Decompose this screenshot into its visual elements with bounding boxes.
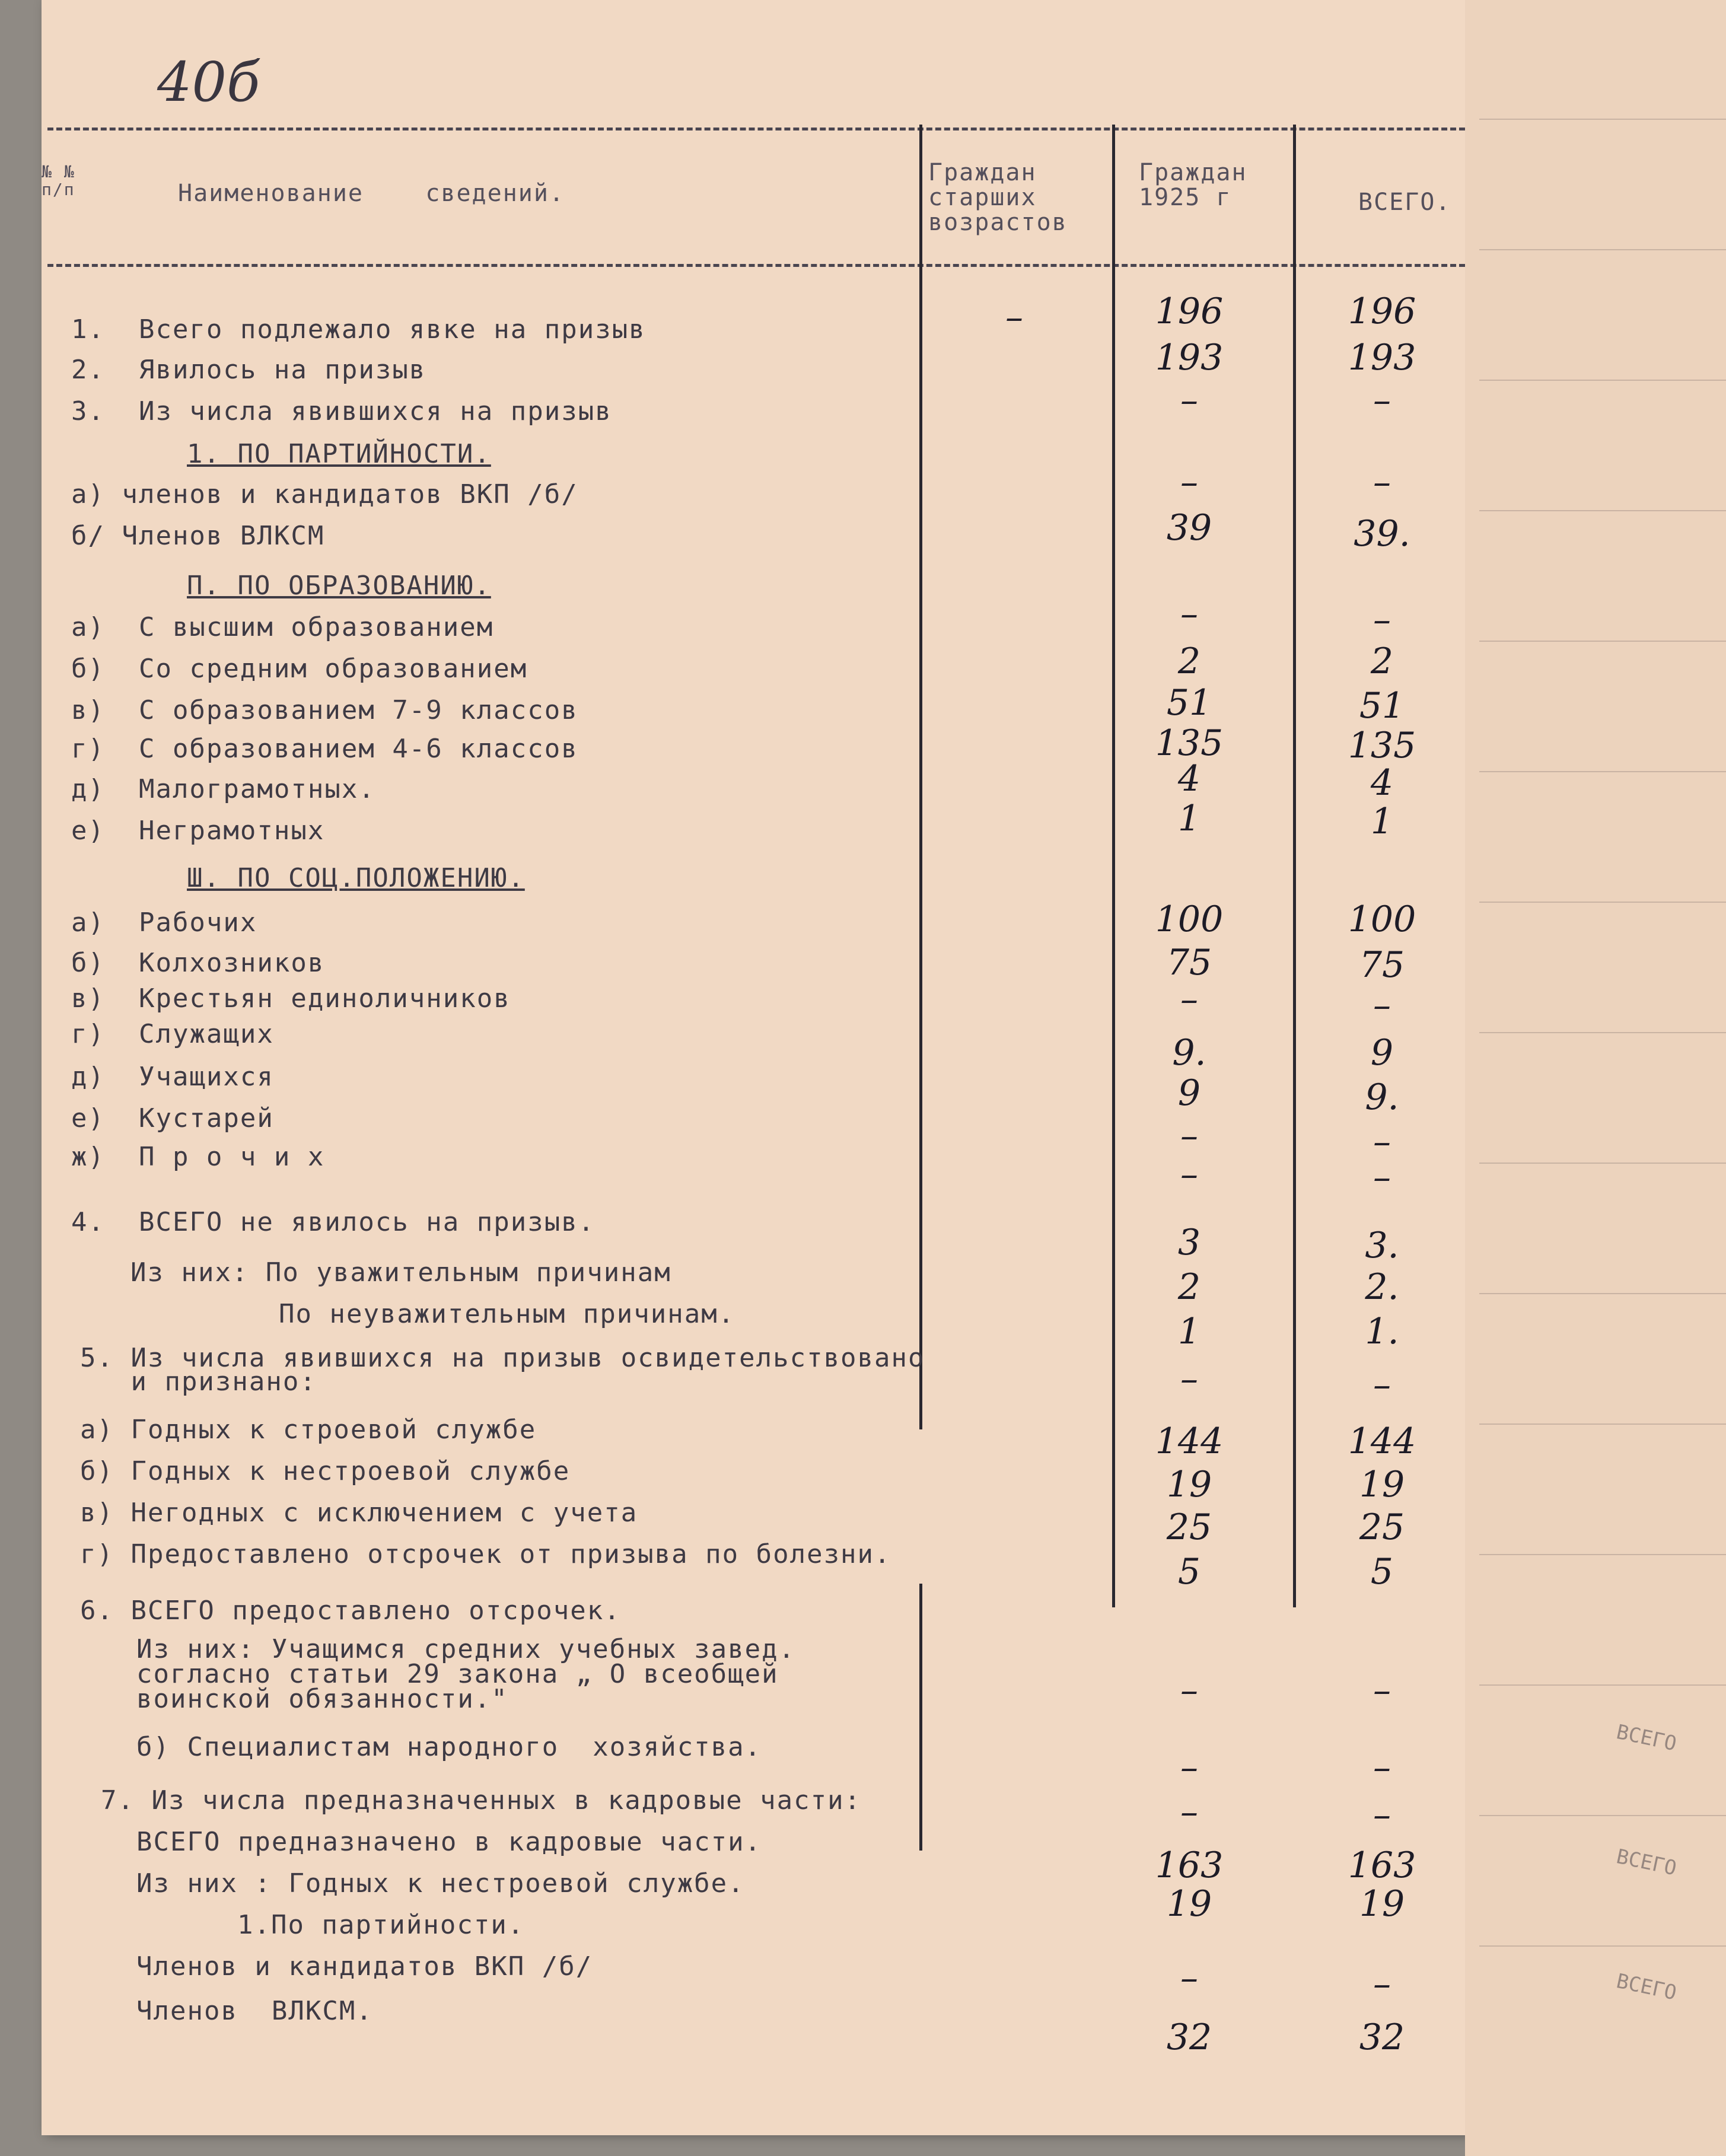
facing-text: ВСЕГО [1614,1845,1679,1881]
header-col2-label: Граждан 1925 г [1139,159,1247,211]
table-cell-col2: 2 [1177,1266,1201,1308]
table-cell-col3: 51 [1359,685,1405,727]
table-row-text: в) Крестьян единоличников [71,983,511,1014]
header-rule-bottom [47,264,1465,267]
table-cell-col2: 51 [1166,682,1212,724]
table-cell-col2: 39 [1166,507,1212,549]
table-row-text: а) членов и кандидатов ВКП /б/ [71,479,578,509]
table-row-text: Из них: Учащимся средних учебных завед. согласно статьи 29 закона „ О всеобщей воинской обязанности." [136,1634,796,1714]
ruled-line [1479,1554,1726,1555]
table-cell-col3: 19 [1359,1464,1405,1505]
facing-page [1465,0,1726,2156]
table-cell-col2: – [1180,1791,1198,1833]
table-cell-col3: – [1373,1121,1391,1163]
ruled-line [1479,902,1726,903]
table-row-text: в) С образованием 7-9 классов [71,695,578,725]
table-row-text: ж) П р о ч и х [71,1142,325,1172]
header-name-label: Наименование сведений. [178,180,565,207]
ruled-line [1479,1293,1726,1294]
table-cell-col2: – [1180,380,1198,421]
table-cell-col3: – [1373,1157,1391,1198]
table-cell-col2: 163 [1155,1845,1224,1886]
table-cell-col3: 1. [1365,1311,1399,1352]
table-row-text: 6. ВСЕГО предоставлено отсрочек. [80,1595,621,1626]
table-row-text: Членов и кандидатов ВКП /б/ [136,1951,593,1982]
table-cell-col3: 100 [1348,899,1416,940]
table-row-text: 7. Из числа предназначенных в кадровые части: [101,1785,862,1816]
table-row-text: 1.По партийности. [237,1910,525,1940]
table-cell-col3: 135 [1348,725,1416,766]
table-cell-col2: 9 [1177,1072,1201,1114]
table-row-text: г) С образованием 4-6 классов [71,734,578,764]
table-cell-col3: 2. [1365,1266,1399,1308]
page-number: 40б [157,50,260,114]
table-row-text: Членов ВЛКСМ. [136,1996,373,2026]
table-row-text: е) Кустарей [71,1103,274,1133]
ruled-line [1479,119,1726,120]
table-cell-col3: 144 [1348,1421,1416,1462]
table-cell-col2: 1 [1177,1311,1201,1352]
table-row-text: д) Малограмотных. [71,774,375,804]
table-row-text: а) Рабочих [71,907,257,938]
table-cell-col3: 4 [1370,762,1394,804]
facing-text: ВСЕГО [1614,1720,1679,1756]
table-cell-col3: – [1373,1364,1391,1406]
table-cell-col3: 196 [1348,291,1416,332]
table-cell-col2: 135 [1155,722,1224,764]
ruled-line [1479,771,1726,772]
table-row-text: Из них : Годных к нестроевой службе. [136,1868,745,1899]
column-divider-3 [1293,125,1296,1607]
table-cell-col3: 19 [1359,1883,1405,1925]
table-cell-col2: 9. [1172,1032,1206,1074]
ruled-line [1479,641,1726,642]
ruled-line [1479,249,1726,250]
facing-text: ВСЕГО [1614,1969,1679,2005]
table-cell-col2: – [1180,1358,1198,1400]
table-row-text: По неуважительным причинам. [279,1299,735,1329]
table-row-text: г) Служащих [71,1019,274,1049]
table-cell-col3: – [1373,1747,1391,1788]
column-divider-1 [919,125,922,1429]
ruled-line [1479,1684,1726,1686]
table-cell-col3: 3. [1365,1225,1399,1266]
ruled-line [1479,1945,1726,1947]
table-row-text: а) Годных к строевой службе [80,1415,537,1445]
section-heading: П. ПО ОБРАЗОВАНИЮ. [187,571,491,601]
table-cell-col3: 5 [1370,1551,1394,1593]
table-cell-col2: 75 [1166,942,1212,983]
table-cell-col2: 100 [1155,899,1224,940]
ruled-line [1479,1815,1726,1816]
table-cell-col3: 39. [1354,513,1410,555]
table-cell-col3: 9 [1370,1032,1394,1074]
table-row-text: б) Специалистам народного хозяйства. [136,1732,762,1762]
table-cell-col2: – [1180,1115,1198,1157]
table-cell-col3: – [1373,380,1391,421]
ruled-line [1479,1423,1726,1425]
table-cell-col2: 25 [1166,1507,1212,1548]
table-row-text: ВСЕГО предназначено в кадровые части. [136,1827,762,1857]
table-cell-col2: 19 [1166,1464,1212,1505]
table-cell-col3: – [1373,985,1391,1026]
ruled-line [1479,1032,1726,1033]
table-row-text: 2. Явилось на призыв [71,355,426,385]
table-cell-col3: 1 [1370,801,1394,842]
table-cell-col3: 32 [1359,2017,1405,2058]
table-cell-col2: 5 [1177,1551,1201,1593]
table-cell-col1: – [1005,297,1023,338]
table-row-text: 1. Всего подлежало явке на призыв [71,314,646,345]
table-cell-col3: 9. [1365,1077,1399,1118]
table-cell-col2: 144 [1155,1421,1224,1462]
table-row-text: 3. Из числа явившихся на призыв [71,396,612,426]
table-cell-col3: 163 [1348,1845,1416,1886]
header-number-label: № № п/п [42,162,75,199]
table-row-text: а) С высшим образованием [71,612,494,642]
table-row-text: д) Учащихся [71,1062,274,1092]
table-row-text: б/ Членов ВЛКСМ [71,521,325,551]
table-cell-col3: 2 [1370,641,1394,682]
table-row-text: Из них: По уважительным причинам [130,1257,671,1288]
column-divider-2 [1112,125,1115,1607]
ruled-line [1479,510,1726,511]
table-cell-col3: – [1373,1963,1391,2005]
table-cell-col2: – [1180,1747,1198,1788]
table-cell-col2: 2 [1177,641,1201,682]
table-cell-col2: – [1180,1957,1198,1999]
table-cell-col2: – [1180,461,1198,503]
table-cell-col2: 196 [1155,291,1224,332]
section-heading: 1. ПО ПАРТИЙНОСТИ. [187,439,491,469]
ruled-line [1479,1163,1726,1164]
table-cell-col2: – [1180,1670,1198,1711]
column-divider-1b [919,1584,922,1851]
table-cell-col3: – [1373,1670,1391,1711]
table-row-text: б) Колхозников [71,948,325,978]
table-cell-col2: 193 [1155,337,1224,378]
table-row-text: б) Со средним образованием [71,654,528,684]
table-cell-col3: 193 [1348,337,1416,378]
table-row-text: е) Неграмотных [71,816,325,846]
table-cell-col2: – [1180,593,1198,635]
table-row-text: в) Негодных с исключением с учета [80,1498,638,1528]
header-rule-top [47,128,1465,130]
section-heading: Ш. ПО СОЦ.ПОЛОЖЕНИЮ. [187,863,525,893]
table-cell-col3: – [1373,1794,1391,1836]
header-col3-label: ВСЕГО. [1358,189,1451,216]
table-cell-col2: 3 [1177,1222,1201,1263]
header-col1-label: Граждан старших возрастов [928,159,1068,236]
table-cell-col3: – [1373,461,1391,503]
table-cell-col3: 25 [1359,1507,1405,1548]
ruled-line [1479,380,1726,381]
table-cell-col2: 1 [1177,798,1201,839]
table-row-text: 4. ВСЕГО не явилось на призыв. [71,1207,595,1237]
table-cell-col2: 32 [1166,2017,1212,2058]
table-cell-col2: – [1180,1154,1198,1195]
table-row-text: г) Предоставлено отсрочек от призыва по болезни. [80,1539,891,1569]
table-row-text: 5. Из числа явившихся на призыв освидетельствовано и признано: [80,1343,925,1397]
table-cell-col2: – [1180,979,1198,1020]
table-cell-col2: 4 [1177,758,1201,800]
document-page [42,0,1471,2135]
table-cell-col3: 75 [1359,944,1405,986]
table-cell-col2: 19 [1166,1883,1212,1925]
table-cell-col3: – [1373,599,1391,641]
table-row-text: б) Годных к нестроевой службе [80,1456,571,1486]
